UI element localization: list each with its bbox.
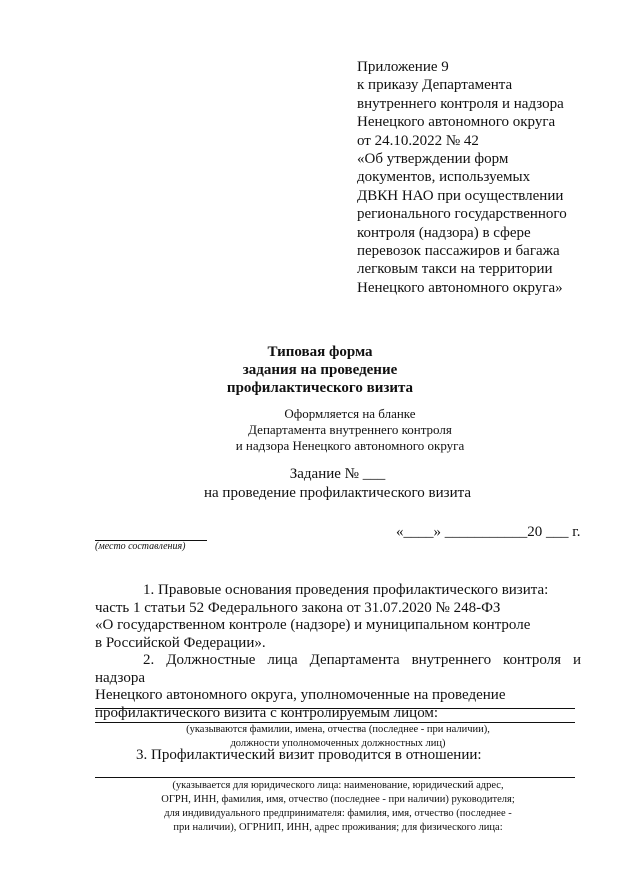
fill-line bbox=[95, 708, 575, 709]
note-line: (указывается для юридического лица: наименование, юридический адрес, bbox=[172, 780, 504, 791]
paragraph-line: Ненецкого автономного округа, уполномоченные на проведение bbox=[95, 687, 506, 703]
paragraph-officials bbox=[95, 652, 581, 722]
paragraph-subject: 3. Профилактический визит проводится в отношении: bbox=[136, 747, 482, 763]
fill-line bbox=[95, 777, 575, 778]
form-title-line: Типовая форма bbox=[267, 344, 373, 360]
paragraph-line: часть 1 статьи 52 Федерального закона от 31.07.2020 № 248-ФЗ bbox=[95, 599, 501, 616]
task-subtitle: на проведение профилактического визита bbox=[203, 485, 471, 501]
appendix-line: перевозок пассажиров и багажа bbox=[357, 243, 560, 260]
paragraph-line: 2. Должностные лица Департамента внутреннего контроля и надзора bbox=[95, 652, 581, 686]
form-title bbox=[0, 343, 640, 397]
appendix-line: контроля (надзора) в сфере bbox=[357, 224, 531, 241]
appendix-line: внутреннего контроля и надзора bbox=[357, 95, 564, 112]
blank-note bbox=[0, 406, 640, 454]
note-subject bbox=[95, 779, 581, 835]
appendix-line: легковым такси на территории bbox=[357, 261, 553, 278]
place-label: (место составления) bbox=[95, 541, 186, 552]
note-line: должности уполномоченных должностных лиц) bbox=[230, 738, 446, 749]
paragraph-legal-basis bbox=[95, 582, 581, 652]
paragraph-line: 1. Правовые основания проведения профилактического визита: bbox=[143, 582, 549, 598]
note-line: для индивидуального предпринимателя: фамилия, имя, отчество (последнее - bbox=[164, 808, 512, 819]
appendix-line: регионального государственного bbox=[357, 206, 567, 223]
appendix-line: от 24.10.2022 № 42 bbox=[357, 132, 479, 149]
note-line: ОГРН, ИНН, фамилия, имя, отчество (последнее - при наличии) руководителя; bbox=[161, 794, 515, 805]
date-field: «____» ___________20 ___ г. bbox=[396, 524, 581, 540]
blank-note-line: и надзора Ненецкого автономного округа bbox=[235, 438, 465, 453]
task-title bbox=[0, 465, 640, 503]
paragraph-line: в Российской Федерации». bbox=[95, 634, 266, 651]
appendix-line: Ненецкого автономного округа bbox=[357, 114, 556, 131]
appendix-line: ДВКН НАО при осуществлении bbox=[357, 187, 564, 204]
paragraph-line: «О государственном контроле (надзоре) и муниципальном контроле bbox=[95, 617, 531, 633]
form-title-line: задания на проведение bbox=[242, 362, 398, 378]
form-title-line: профилактического визита bbox=[226, 380, 414, 396]
note-line: (указываются фамилии, имена, отчества (последнее - при наличии), bbox=[186, 724, 490, 735]
blank-note-line: Оформляется на бланке bbox=[284, 406, 416, 421]
appendix-line: к приказу Департамента bbox=[357, 77, 513, 94]
blank-note-line: Департамента внутреннего контроля bbox=[248, 422, 452, 437]
appendix-line: «Об утверждении форм bbox=[357, 151, 509, 168]
paragraph-line: профилактического визита с контролируемым лицом: bbox=[95, 704, 439, 721]
task-number: Задание № ___ bbox=[289, 466, 386, 482]
appendix-line: документов, используемых bbox=[357, 169, 531, 186]
appendix-header bbox=[357, 58, 627, 297]
appendix-line: Ненецкого автономного округа» bbox=[357, 279, 563, 296]
note-line: при наличии), ОГРНИП, ИНН, адрес проживания; для физического лица: bbox=[173, 822, 503, 833]
appendix-line: Приложение 9 bbox=[357, 59, 449, 75]
